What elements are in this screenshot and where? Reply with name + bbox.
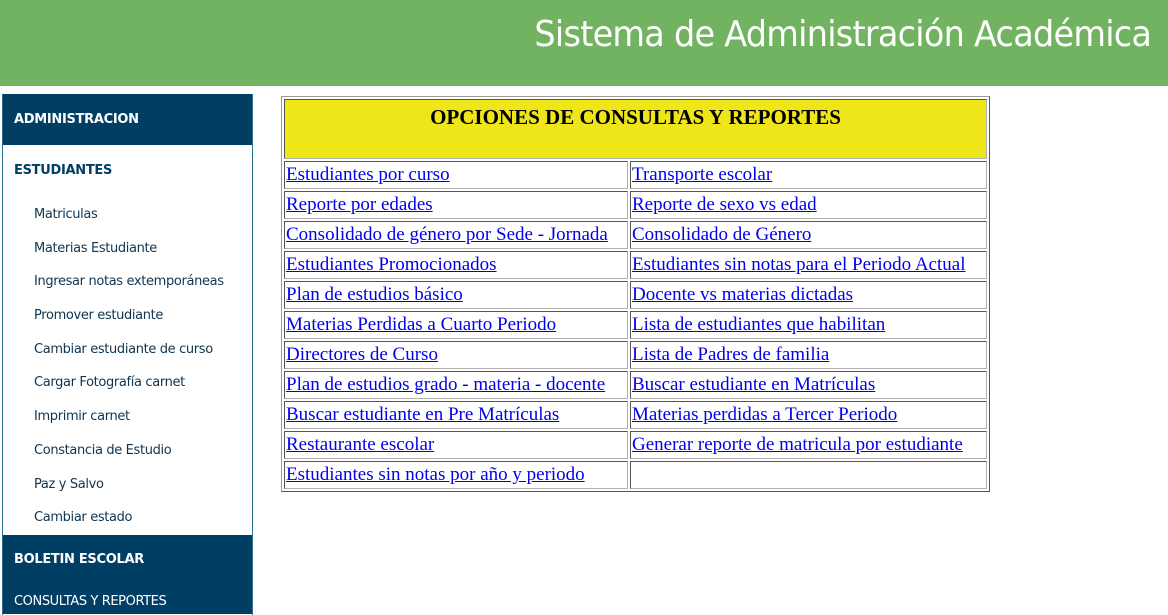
report-link-docente-vs-materias[interactable]: Docente vs materias dictadas xyxy=(632,284,854,305)
report-link-materias-perdidas-tercer-periodo[interactable]: Materias perdidas a Tercer Periodo xyxy=(632,404,898,425)
reports-options-table xyxy=(281,96,990,492)
table-row xyxy=(284,461,987,489)
report-link-lista-padres-familia[interactable]: Lista de Padres de familia xyxy=(632,344,830,365)
report-link-restaurante-escolar[interactable]: Restaurante escolar xyxy=(286,434,435,455)
report-link-plan-estudios-basico[interactable]: Plan de estudios básico xyxy=(286,284,463,305)
sidebar-item-cambiar-estado[interactable]: Cambiar estado xyxy=(34,510,133,526)
report-link-consolidado-genero-sede-jornada[interactable]: Consolidado de género por Sede - Jornada xyxy=(286,224,608,245)
report-link-transporte-escolar[interactable]: Transporte escolar xyxy=(632,164,773,185)
table-row xyxy=(284,251,987,279)
table-row xyxy=(284,371,987,399)
app-title: Sistema de Administración Académica xyxy=(534,14,1151,55)
sidebar-item-ingresar-notas-extemporaneas[interactable]: Ingresar notas extemporáneas xyxy=(34,274,224,290)
table-row xyxy=(284,401,987,429)
report-link-plan-estudios-grado-materia-docente[interactable]: Plan de estudios grado - materia - docente xyxy=(286,374,606,395)
report-link-reporte-por-edades[interactable]: Reporte por edades xyxy=(286,194,433,215)
report-link-reporte-matricula-por-estudiante[interactable]: Generar reporte de matricula por estudiante xyxy=(632,434,963,455)
sidebar-item-consultas-reportes[interactable]: CONSULTAS Y REPORTES xyxy=(14,593,167,609)
sidebar-bottom-group xyxy=(3,535,252,614)
sidebar-item-paz-y-salvo[interactable]: Paz y Salvo xyxy=(34,476,104,492)
empty-cell xyxy=(630,461,987,489)
sidebar-item-constancia-estudio[interactable]: Constancia de Estudio xyxy=(34,442,172,458)
table-row xyxy=(284,161,987,189)
sidebar-section-boletin-escolar[interactable]: BOLETIN ESCOLAR xyxy=(3,535,252,584)
table-row xyxy=(284,281,987,309)
app-header xyxy=(0,0,1168,86)
sidebar-item-promover-estudiante[interactable]: Promover estudiante xyxy=(34,308,164,324)
report-link-estudiantes-por-curso[interactable]: Estudiantes por curso xyxy=(286,164,450,185)
sidebar-section-administracion[interactable]: ADMINISTRACION xyxy=(3,94,252,145)
estudiantes-submenu xyxy=(3,197,252,535)
table-row xyxy=(284,191,987,219)
sidebar-item-materias-estudiante[interactable]: Materias Estudiante xyxy=(34,240,157,256)
report-link-buscar-estudiante-pre-matriculas[interactable]: Buscar estudiante en Pre Matrículas xyxy=(286,404,560,425)
report-link-materias-perdidas-cuarto-periodo[interactable]: Materias Perdidas a Cuarto Periodo xyxy=(286,314,557,335)
report-link-buscar-estudiante-matriculas[interactable]: Buscar estudiante en Matrículas xyxy=(632,374,876,395)
report-link-estudiantes-promocionados[interactable]: Estudiantes Promocionados xyxy=(286,254,497,275)
sidebar-item-cargar-fotografia-carnet[interactable]: Cargar Fotografía carnet xyxy=(34,375,185,391)
table-row xyxy=(284,341,987,369)
report-link-estudiantes-que-habilitan[interactable]: Lista de estudiantes que habilitan xyxy=(632,314,886,335)
report-link-estudiantes-sin-notas-ano-periodo[interactable]: Estudiantes sin notas por año y periodo xyxy=(286,464,585,485)
table-row xyxy=(284,311,987,339)
reports-table-title: OPCIONES DE CONSULTAS Y REPORTES xyxy=(284,99,987,159)
sidebar-item-imprimir-carnet[interactable]: Imprimir carnet xyxy=(34,409,130,425)
table-row xyxy=(284,431,987,459)
report-link-estudiantes-sin-notas-periodo-actual[interactable]: Estudiantes sin notas para el Periodo Actual xyxy=(632,254,966,275)
report-link-consolidado-genero[interactable]: Consolidado de Género xyxy=(632,224,812,245)
sidebar-item-matriculas[interactable]: Matriculas xyxy=(34,207,98,222)
sidebar-item-cambiar-estudiante-curso[interactable]: Cambiar estudiante de curso xyxy=(34,341,213,357)
report-link-reporte-sexo-vs-edad[interactable]: Reporte de sexo vs edad xyxy=(632,194,817,215)
sidebar-section-estudiantes[interactable]: ESTUDIANTES xyxy=(14,163,113,178)
sidebar-menu xyxy=(2,94,253,615)
report-link-directores-de-curso[interactable]: Directores de Curso xyxy=(286,344,438,365)
table-row xyxy=(284,221,987,249)
